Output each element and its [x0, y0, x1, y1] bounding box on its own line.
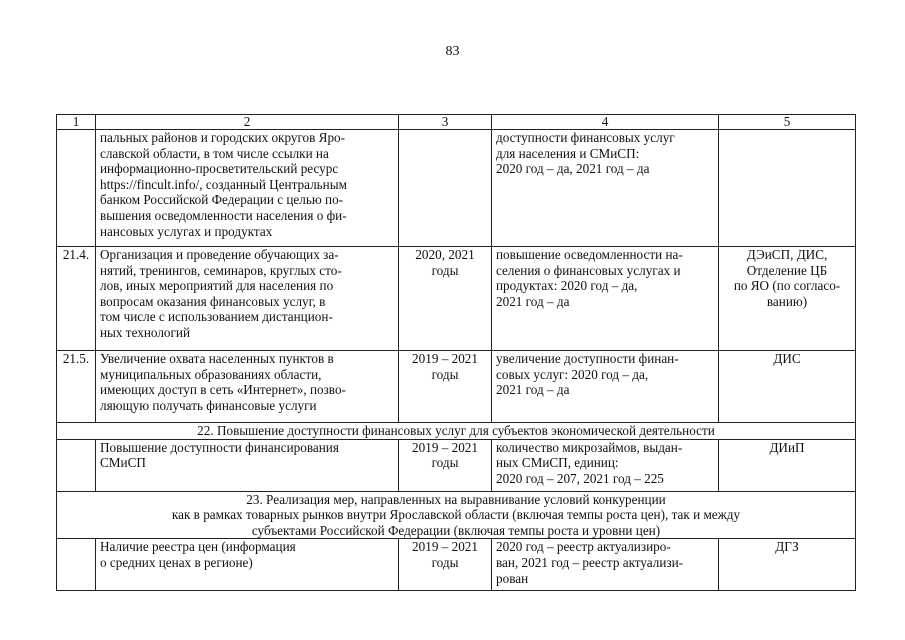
section-22-heading: 22. Повышение доступности финансовых услуг для субъектов экономической деятельности [57, 423, 856, 440]
text-line: годы [431, 262, 459, 278]
row-action [96, 351, 399, 423]
row-action [96, 539, 399, 591]
row-period [399, 539, 492, 591]
text-line: ДГЗ [775, 539, 799, 555]
text-line: 2020 год – реестр актуализиро- [496, 539, 671, 555]
text-line: том числе с использованием дистанцион- [100, 309, 333, 325]
text-line: 2021 год – да [496, 293, 570, 309]
column-number-3: 3 [399, 115, 492, 130]
text-line: ляющую получать финансовые услуги [100, 397, 317, 413]
table-row [57, 130, 856, 247]
row-action [96, 130, 399, 247]
text-line: https://fincult.info/, созданный Центральным [100, 176, 347, 192]
text-line: селения о финансовых услугах и [496, 262, 681, 278]
text-line: вышения осведомленности населения о фи- [100, 207, 347, 223]
section-heading-row [57, 423, 856, 440]
text-line: ДЭиСП, ДИС, [746, 247, 828, 262]
row-action [96, 439, 399, 491]
table-row [57, 247, 856, 351]
table-row [57, 439, 856, 491]
row-result [492, 351, 719, 423]
page-number: 83 [445, 44, 460, 59]
text-line: нансовых услугах и продуктах [100, 223, 273, 239]
text-line: 2020 год – да, 2021 год – да [496, 161, 650, 177]
text-line: количество микрозаймов, выдан- [496, 439, 683, 455]
text-line: совых услуг: 2020 год – да, [496, 366, 649, 382]
row-period [399, 351, 492, 423]
row-number [57, 539, 96, 591]
text-line: имеющих доступ в сеть «Интернет», позво- [100, 382, 346, 398]
text-line: Увеличение охвата населенных пунктов в [100, 351, 334, 366]
row-result [492, 130, 719, 247]
text-line: 2020, 2021 [415, 247, 475, 262]
row-number [57, 130, 96, 247]
text-line: Наличие реестра цен (информация [100, 539, 296, 555]
text-line: по ЯО (по согласо- [733, 278, 841, 294]
column-number-5: 5 [719, 115, 856, 130]
text-line: СМиСП [100, 455, 146, 471]
text-line: о средних ценах в регионе) [100, 554, 253, 570]
text-line: как в рамках товарных рынков внутри Ярославской области (включая темпы роста цен), так и между [171, 507, 741, 523]
row-period [399, 439, 492, 491]
measures-table [56, 114, 856, 591]
row-period [399, 130, 492, 247]
text-line: 2019 – 2021 [412, 539, 478, 555]
text-line: муниципальных образованиях области, [100, 366, 322, 382]
row-responsible [719, 351, 856, 423]
text-line: ных СМиСП, единиц: [496, 455, 619, 471]
section-heading-row [57, 491, 856, 539]
text-line: ДИиП [769, 439, 805, 455]
text-line: 23. Реализация мер, направленных на выравнивание условий конкуренции [246, 491, 666, 507]
row-responsible [719, 130, 856, 247]
table-row [57, 539, 856, 591]
section-23-heading [57, 491, 856, 539]
text-line: доступности финансовых услуг [496, 130, 675, 145]
row-responsible [719, 247, 856, 351]
table-header-row [57, 115, 856, 130]
row-period [399, 247, 492, 351]
table-row [57, 351, 856, 423]
text-line: годы [431, 455, 459, 471]
text-line: банком Российской Федерации с целью по- [100, 192, 344, 208]
row-result [492, 247, 719, 351]
row-result [492, 539, 719, 591]
text-line: 2020 год – 207, 2021 год – 225 [496, 470, 664, 486]
text-line: лов, иных мероприятий для населения по [100, 278, 334, 294]
row-number: 21.5. [57, 351, 96, 423]
text-line: информационно-просветительский ресурс [100, 161, 339, 177]
text-line: 2021 год – да [496, 382, 570, 398]
text-line: продуктах: 2020 год – да, [496, 278, 638, 294]
row-action [96, 247, 399, 351]
text-line: 2019 – 2021 [412, 351, 478, 366]
text-line: субъектами Российской Федерации (включая темпы роста и уровни цен) [251, 522, 661, 538]
text-line: ван, 2021 год – реестр актуализи- [496, 554, 684, 570]
text-line: годы [431, 366, 459, 382]
text-line: пальных районов и городских округов Яро- [100, 130, 346, 145]
text-line: ДИС [773, 351, 801, 366]
text-line: вопросам оказания финансовых услуг, в [100, 293, 326, 309]
row-result [492, 439, 719, 491]
column-number-1: 1 [57, 115, 96, 130]
text-line: рован [496, 570, 529, 586]
text-line: годы [431, 554, 459, 570]
text-line: Организация и проведение обучающих за- [100, 247, 339, 262]
text-line: ванию) [766, 293, 808, 309]
text-line: славской области, в том числе ссылки на [100, 145, 329, 161]
column-number-2: 2 [96, 115, 399, 130]
text-line: Отделение ЦБ [746, 262, 828, 278]
text-line: Повышение доступности финансирования [100, 439, 339, 455]
text-line: ных технологий [100, 324, 191, 340]
row-number [57, 439, 96, 491]
row-number: 21.4. [57, 247, 96, 351]
column-number-4: 4 [492, 115, 719, 130]
text-line: увеличение доступности финан- [496, 351, 679, 366]
text-line: для населения и СМиСП: [496, 145, 640, 161]
row-responsible [719, 539, 856, 591]
text-line: повышение осведомленности на- [496, 247, 683, 262]
row-responsible [719, 439, 856, 491]
text-line: 2019 – 2021 [412, 439, 478, 455]
text-line: нятий, тренингов, семинаров, круглых сто- [100, 262, 342, 278]
